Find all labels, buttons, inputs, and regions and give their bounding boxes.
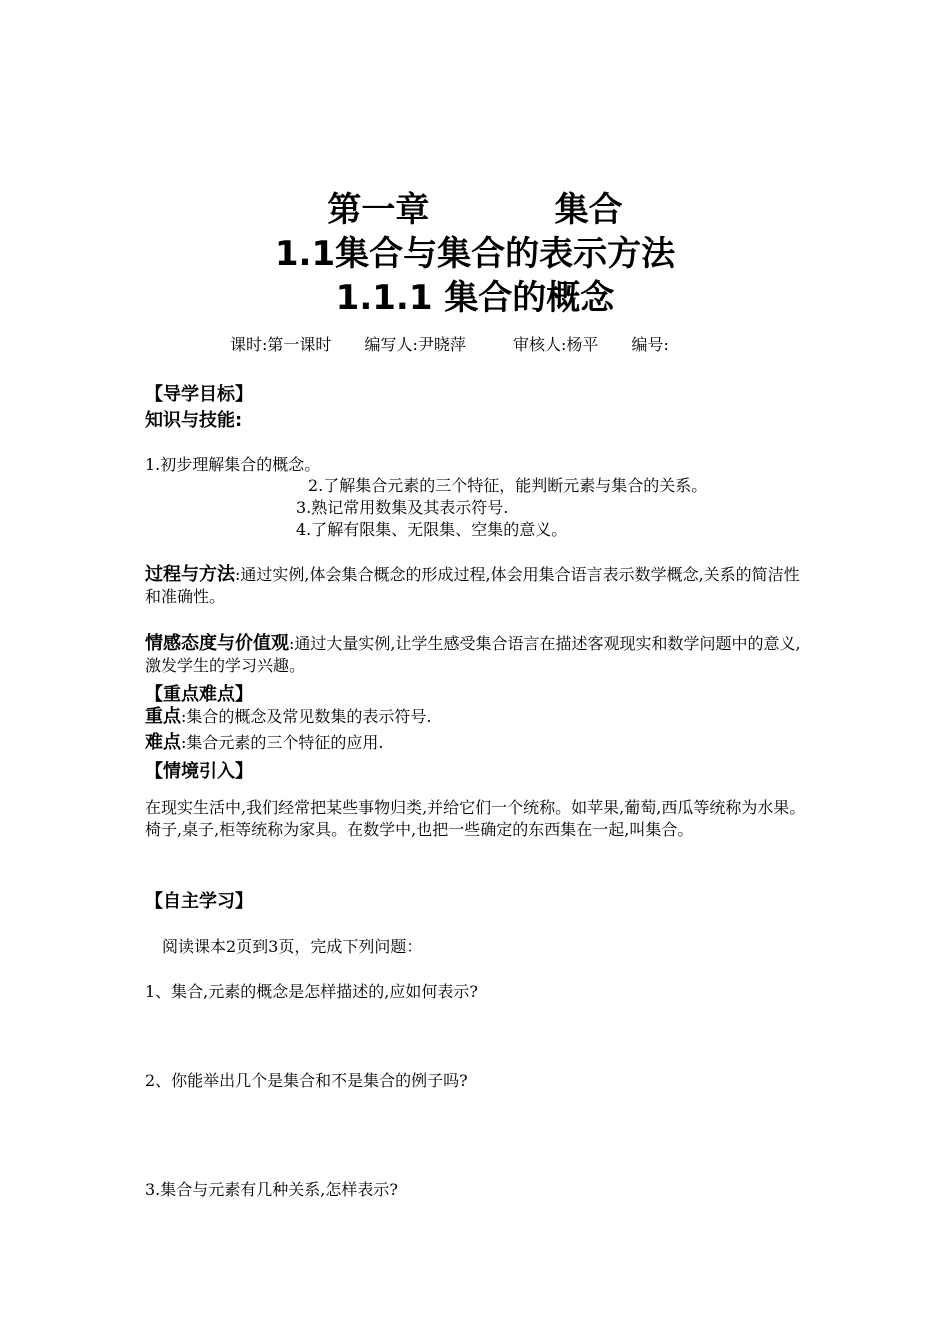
question-1: 1、集合,元素的概念是怎样描述的,应如何表示? bbox=[145, 982, 478, 1001]
attitude-text: :通过大量实例,让学生感受集合语言在描述客观现实和数学问题中的意义,激发学生的学习兴趣。 bbox=[145, 634, 801, 675]
attitude-paragraph bbox=[145, 633, 810, 677]
self-study-heading: 【自主学习】 bbox=[145, 891, 253, 912]
difficult-text: :集合元素的三个特征的应用. bbox=[181, 733, 384, 752]
period-info: 课时:第一课时 bbox=[230, 335, 332, 354]
number-info: 编号: bbox=[631, 335, 669, 354]
chapter-title bbox=[0, 182, 950, 231]
chapter-topic: 集合 bbox=[554, 190, 623, 230]
author-info: 编写人:尹晓萍 bbox=[364, 335, 466, 354]
process-paragraph bbox=[145, 564, 810, 608]
difficult-label: 难点 bbox=[145, 732, 181, 753]
key-point-line bbox=[145, 706, 431, 728]
attitude-label: 情感态度与价值观 bbox=[145, 633, 289, 654]
goals-heading: 【导学目标】 bbox=[145, 384, 253, 405]
subsection-title: 1.1.1 集合的概念 bbox=[335, 278, 615, 318]
process-text: :通过实例,体会集合概念的形成过程,体会用集合语言表示数学概念,关系的简洁性和准确性。 bbox=[145, 565, 800, 606]
goal-item-1: 1.初步理解集合的概念。 bbox=[145, 455, 321, 474]
intro-paragraph: 在现实生活中,我们经常把某些事物归类,并给它们一个统称。如苹果,葡萄,西瓜等统称为水果。椅子,桌子,柜等统称为家具。在数学中,也把一些确定的东西集在一起,叫集合。 bbox=[145, 798, 806, 839]
goal-item-2: 2.了解集合元素的三个特征，能判断元素与集合的关系。 bbox=[308, 476, 708, 495]
self-study-instruction: 阅读课本2页到3页，完成下列问题： bbox=[162, 937, 423, 956]
chapter-label: 第一章 bbox=[327, 190, 430, 230]
process-label: 过程与方法 bbox=[145, 564, 235, 585]
question-3: 3.集合与元素有几种关系,怎样表示? bbox=[145, 1180, 398, 1199]
section-title: 1.1集合与集合的表示方法 bbox=[274, 234, 676, 274]
goal-item-3: 3.熟记常用数集及其表示符号. bbox=[296, 498, 509, 517]
key-text: :集合的概念及常见数集的表示符号. bbox=[181, 707, 432, 726]
question-2: 2、你能举出几个是集合和不是集合的例子吗? bbox=[145, 1071, 468, 1090]
reviewer-info: 审核人:杨平 bbox=[513, 335, 599, 354]
meta-line bbox=[230, 332, 669, 355]
intro-heading: 【情境引入】 bbox=[145, 761, 253, 782]
keypoints-heading: 【重点难点】 bbox=[145, 684, 253, 705]
goal-item-4: 4.了解有限集、无限集、空集的意义。 bbox=[296, 520, 568, 539]
knowledge-heading: 知识与技能: bbox=[145, 410, 243, 431]
difficult-point-line bbox=[145, 732, 383, 754]
key-label: 重点 bbox=[145, 706, 181, 727]
